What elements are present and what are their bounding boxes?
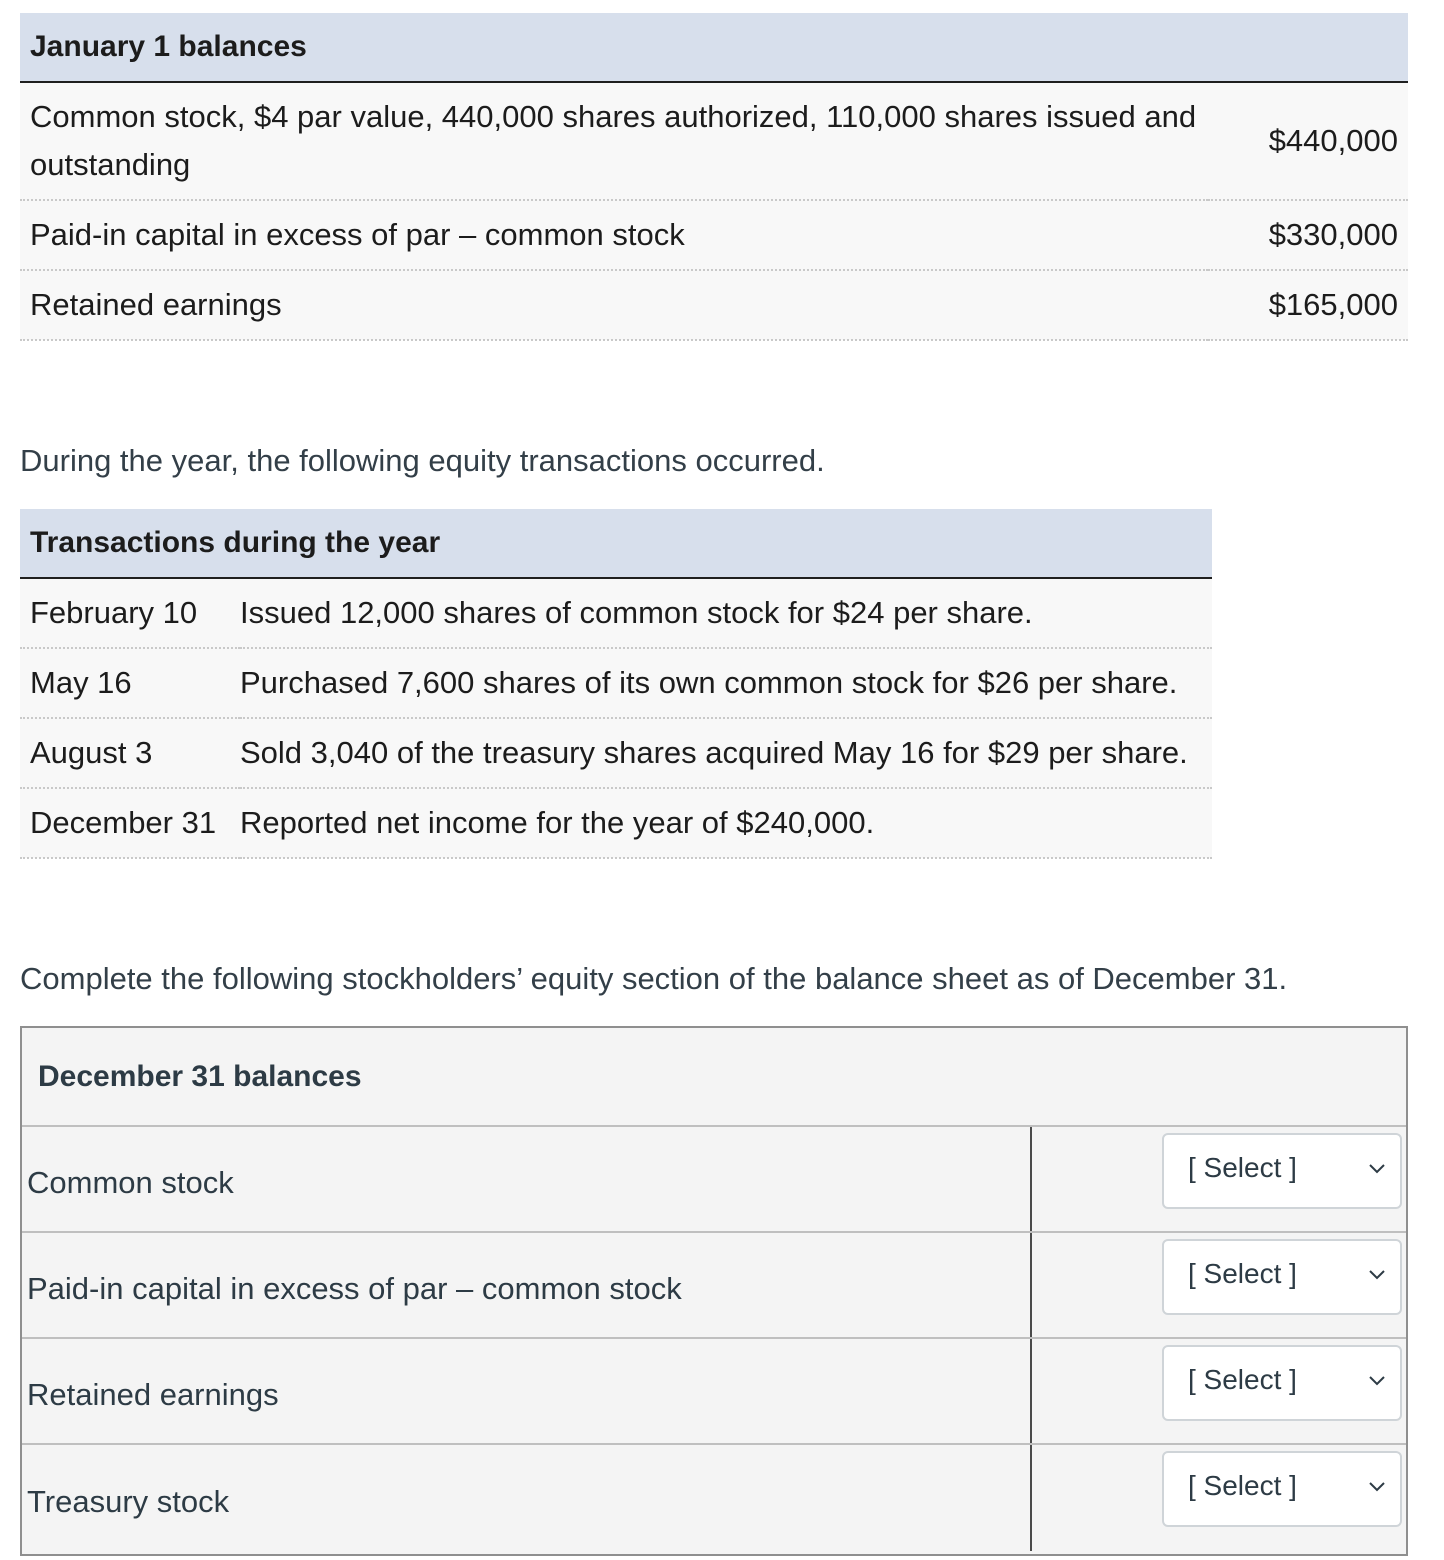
table-row	[20, 718, 1212, 788]
table-row	[22, 1339, 1406, 1445]
row-amount: $330,000	[1208, 200, 1408, 270]
january-balances-table	[20, 13, 1408, 341]
transaction-description: Purchased 7,600 shares of its own common stock for $26 per share.	[240, 648, 1212, 718]
answer-cell	[1032, 1233, 1406, 1337]
treasury-stock-select[interactable]	[1162, 1451, 1402, 1527]
transaction-date: December 31	[20, 788, 240, 858]
transactions-table	[20, 509, 1212, 859]
answer-cell	[1032, 1127, 1406, 1231]
table-row	[20, 270, 1408, 340]
table-row	[22, 1233, 1406, 1339]
transactions-header: Transactions during the year	[20, 509, 1212, 578]
paid-in-capital-select[interactable]	[1162, 1239, 1402, 1315]
row-label: Retained earnings	[20, 270, 1208, 340]
retained-earnings-select[interactable]	[1162, 1345, 1402, 1421]
table-row	[20, 578, 1212, 648]
transaction-date: August 3	[20, 718, 240, 788]
chevron-down-icon	[1368, 1375, 1386, 1387]
select-value: [ Select ]	[1188, 1364, 1297, 1395]
select-value: [ Select ]	[1188, 1470, 1297, 1501]
transaction-description: Sold 3,040 of the treasury shares acquired May 16 for $29 per share.	[240, 718, 1212, 788]
transaction-description: Reported net income for the year of $240,000.	[240, 788, 1212, 858]
row-label: Retained earnings	[22, 1339, 1032, 1443]
common-stock-select[interactable]	[1162, 1133, 1402, 1209]
table-row	[20, 788, 1212, 858]
row-label: Treasury stock	[22, 1445, 1032, 1551]
select-value: [ Select ]	[1188, 1152, 1297, 1183]
select-value: [ Select ]	[1188, 1258, 1297, 1289]
answer-cell	[1032, 1339, 1406, 1443]
january-balances-header: January 1 balances	[20, 13, 1408, 82]
transaction-date: May 16	[20, 648, 240, 718]
row-label: Common stock	[22, 1127, 1032, 1231]
table-row	[20, 82, 1408, 200]
table-row	[22, 1445, 1406, 1551]
chevron-down-icon	[1368, 1163, 1386, 1175]
chevron-down-icon	[1368, 1269, 1386, 1281]
instruction-text: Complete the following stockholders’ equity section of the balance sheet as of December 31.	[20, 961, 1288, 996]
intro-text: During the year, the following equity transactions occurred.	[20, 443, 825, 478]
answer-cell	[1032, 1445, 1406, 1551]
row-label: Paid-in capital in excess of par – common stock	[22, 1233, 1032, 1337]
table-row	[20, 648, 1212, 718]
december-balances-table	[20, 1026, 1408, 1556]
table-row	[20, 200, 1408, 270]
chevron-down-icon	[1368, 1481, 1386, 1493]
transaction-description: Issued 12,000 shares of common stock for $24 per share.	[240, 578, 1212, 648]
transaction-date: February 10	[20, 578, 240, 648]
row-amount: $165,000	[1208, 270, 1408, 340]
row-label: Common stock, $4 par value, 440,000 shares authorized, 110,000 shares issued and outstanding	[20, 82, 1208, 200]
table-row	[22, 1127, 1406, 1233]
row-amount: $440,000	[1208, 82, 1408, 200]
december-balances-header: December 31 balances	[22, 1028, 1406, 1127]
row-label: Paid-in capital in excess of par – common stock	[20, 200, 1208, 270]
